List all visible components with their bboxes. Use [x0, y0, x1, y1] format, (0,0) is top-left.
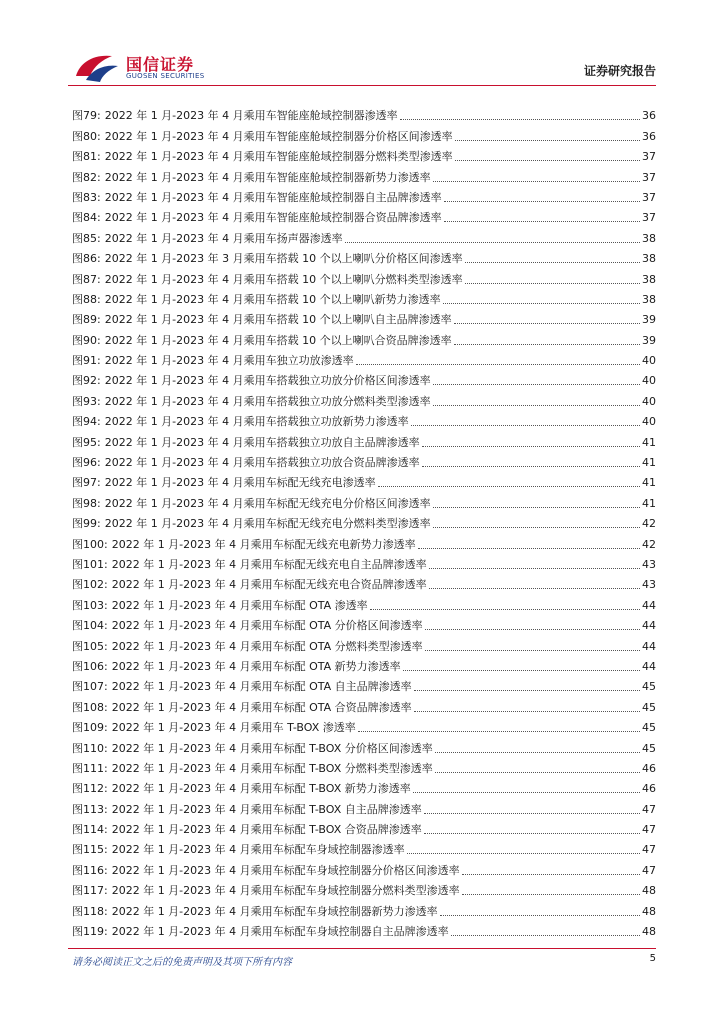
figure-title: 2022 年 1 月-2023 年 4 月乘用车标配车身域控制器新势力渗透率 — [111, 904, 438, 918]
toc-entry[interactable] — [72, 409, 656, 429]
toc-page-number: 37 — [642, 150, 656, 164]
figure-number: 图99: — [72, 517, 101, 531]
dot-leader — [455, 160, 640, 161]
toc-entry[interactable] — [72, 103, 656, 123]
figure-number: 图93: — [72, 394, 101, 408]
toc-entry[interactable] — [72, 327, 656, 347]
toc-page-number: 45 — [642, 721, 656, 735]
dot-leader — [429, 588, 640, 589]
toc-page-number: 47 — [642, 843, 656, 857]
report-type-label: 证券研究报告 — [583, 64, 656, 78]
figure-number: 图107: — [72, 680, 108, 694]
toc-page-number: 43 — [642, 578, 656, 592]
toc-entry[interactable] — [72, 735, 656, 755]
dot-leader — [465, 262, 640, 263]
dot-leader — [407, 853, 640, 854]
dot-leader — [345, 242, 640, 243]
guosen-logo-icon — [72, 50, 120, 84]
dot-leader — [403, 670, 640, 671]
toc-entry[interactable] — [72, 756, 656, 776]
figure-title: 2022 年 1 月-2023 年 4 月乘用车标配无线充电分燃料类型渗透率 — [104, 517, 431, 531]
figure-number: 图104: — [72, 619, 108, 633]
dot-leader — [425, 629, 640, 630]
toc-page-number: 38 — [642, 252, 656, 266]
toc-entry[interactable] — [72, 205, 656, 225]
toc-page-number: 40 — [642, 394, 656, 408]
toc-entry[interactable] — [72, 287, 656, 307]
figure-number: 图97: — [72, 476, 101, 490]
figure-number: 图106: — [72, 659, 108, 673]
dot-leader — [422, 466, 640, 467]
toc-page-number: 38 — [642, 231, 656, 245]
figure-number: 图96: — [72, 456, 101, 470]
disclaimer-link[interactable]: 请务必阅读正文之后的免责声明及其项下所有内容 — [72, 957, 292, 968]
figure-title: 2022 年 1 月-2023 年 4 月乘用车标配 OTA 渗透率 — [111, 598, 368, 612]
toc-entry[interactable] — [72, 633, 656, 653]
figure-title: 2022 年 1 月-2023 年 4 月乘用车标配 T-BOX 分价格区间渗透率 — [111, 741, 433, 755]
dot-leader — [444, 221, 640, 222]
figure-number: 图89: — [72, 313, 101, 327]
toc-entry[interactable] — [72, 511, 656, 531]
figure-title: 2022 年 1 月-2023 年 4 月乘用车标配 OTA 分价格区间渗透率 — [111, 619, 423, 633]
toc-entry[interactable] — [72, 552, 656, 572]
figure-number: 图109: — [72, 721, 108, 735]
logo-english-name: GUOSEN SECURITIES — [126, 72, 205, 80]
toc-entry[interactable] — [72, 348, 656, 368]
figure-number: 图100: — [72, 537, 108, 551]
dot-leader — [425, 650, 640, 651]
figure-title: 2022 年 1 月-2023 年 4 月乘用车 T-BOX 渗透率 — [111, 721, 356, 735]
figure-number: 图80: — [72, 129, 101, 143]
figure-title: 2022 年 1 月-2023 年 4 月乘用车搭载独立功放新势力渗透率 — [104, 415, 409, 429]
toc-page-number: 47 — [642, 863, 656, 877]
dot-leader — [440, 915, 640, 916]
figure-number: 图114: — [72, 823, 108, 837]
figure-number: 图82: — [72, 170, 101, 184]
toc-entry[interactable] — [72, 715, 656, 735]
toc-entry[interactable] — [72, 307, 656, 327]
figure-index-list — [72, 103, 656, 939]
page-header — [0, 0, 724, 90]
figure-title: 2022 年 1 月-2023 年 4 月乘用车智能座舱域控制器新势力渗透率 — [104, 170, 431, 184]
figure-number: 图84: — [72, 211, 101, 225]
toc-entry[interactable] — [72, 490, 656, 510]
toc-entry[interactable] — [72, 123, 656, 143]
figure-title: 2022 年 1 月-2023 年 4 月乘用车标配车身域控制器渗透率 — [111, 843, 405, 857]
dot-leader — [418, 548, 640, 549]
figure-number: 图119: — [72, 925, 108, 939]
toc-entry[interactable] — [72, 429, 656, 449]
figure-title: 2022 年 1 月-2023 年 4 月乘用车标配无线充电合资品牌渗透率 — [111, 578, 427, 592]
toc-page-number: 44 — [642, 659, 656, 673]
toc-page-number: 46 — [642, 782, 656, 796]
toc-page-number: 48 — [642, 925, 656, 939]
figure-number: 图90: — [72, 333, 101, 347]
dot-leader — [433, 405, 640, 406]
figure-title: 2022 年 1 月-2023 年 4 月乘用车搭载独立功放分燃料类型渗透率 — [104, 394, 431, 408]
toc-entry[interactable] — [72, 694, 656, 714]
toc-page-number: 41 — [642, 496, 656, 510]
figure-title: 2022 年 1 月-2023 年 4 月乘用车智能座舱域控制器分燃料类型渗透率 — [104, 150, 453, 164]
figure-number: 图79: — [72, 109, 101, 123]
dot-leader — [433, 507, 640, 508]
toc-entry[interactable] — [72, 246, 656, 266]
dot-leader — [451, 935, 640, 936]
toc-page-number: 45 — [642, 700, 656, 714]
figure-title: 2022 年 1 月-2023 年 4 月乘用车标配 T-BOX 自主品牌渗透率 — [111, 802, 422, 816]
toc-page-number: 44 — [642, 639, 656, 653]
dot-leader — [378, 486, 640, 487]
figure-number: 图87: — [72, 272, 101, 286]
figure-number: 图92: — [72, 374, 101, 388]
toc-entry[interactable] — [72, 368, 656, 388]
toc-page-number: 42 — [642, 537, 656, 551]
figure-number: 图118: — [72, 904, 108, 918]
figure-title: 2022 年 1 月-2023 年 4 月乘用车扬声器渗透率 — [104, 231, 343, 245]
dot-leader — [424, 833, 640, 834]
dot-leader — [433, 384, 640, 385]
toc-entry[interactable] — [72, 266, 656, 286]
toc-entry[interactable] — [72, 654, 656, 674]
figure-number: 图115: — [72, 843, 108, 857]
toc-entry[interactable] — [72, 857, 656, 877]
figure-title: 2022 年 1 月-2023 年 3 月乘用车搭载 10 个以上喇叭分价格区间渗透率 — [104, 252, 463, 266]
toc-page-number: 36 — [642, 109, 656, 123]
figure-title: 2022 年 1 月-2023 年 4 月乘用车搭载独立功放自主品牌渗透率 — [104, 435, 420, 449]
toc-page-number: 38 — [642, 272, 656, 286]
toc-entry[interactable] — [72, 185, 656, 205]
toc-entry[interactable] — [72, 450, 656, 470]
figure-number: 图103: — [72, 598, 108, 612]
toc-page-number: 44 — [642, 598, 656, 612]
dot-leader — [454, 344, 640, 345]
dot-leader — [358, 731, 640, 732]
toc-page-number: 44 — [642, 619, 656, 633]
toc-page-number: 41 — [642, 456, 656, 470]
dot-leader — [462, 894, 640, 895]
figure-title: 2022 年 1 月-2023 年 4 月乘用车标配 OTA 分燃料类型渗透率 — [111, 639, 423, 653]
figure-title: 2022 年 1 月-2023 年 4 月乘用车标配无线充电渗透率 — [104, 476, 376, 490]
toc-entry[interactable] — [72, 817, 656, 837]
figure-number: 图112: — [72, 782, 108, 796]
toc-entry[interactable] — [72, 572, 656, 592]
dot-leader — [370, 609, 640, 610]
dot-leader — [455, 140, 640, 141]
figure-title: 2022 年 1 月-2023 年 4 月乘用车标配 OTA 合资品牌渗透率 — [111, 700, 412, 714]
dot-leader — [444, 201, 640, 202]
figure-title: 2022 年 1 月-2023 年 4 月乘用车标配无线充电新势力渗透率 — [111, 537, 416, 551]
figure-title: 2022 年 1 月-2023 年 4 月乘用车标配 T-BOX 新势力渗透率 — [111, 782, 411, 796]
toc-entry[interactable] — [72, 613, 656, 633]
toc-entry[interactable] — [72, 919, 656, 939]
figure-number: 图98: — [72, 496, 101, 510]
toc-entry[interactable] — [72, 837, 656, 857]
logo-chinese-name: 国信证券 — [126, 55, 195, 74]
figure-title: 2022 年 1 月-2023 年 4 月乘用车智能座舱域控制器分价格区间渗透率 — [104, 129, 453, 143]
dot-leader — [433, 527, 640, 528]
toc-page-number: 41 — [642, 435, 656, 449]
figure-number: 图94: — [72, 415, 101, 429]
figure-number: 图85: — [72, 231, 101, 245]
dot-leader — [413, 792, 640, 793]
dot-leader — [454, 323, 640, 324]
figure-title: 2022 年 1 月-2023 年 4 月乘用车标配无线充电自主品牌渗透率 — [111, 557, 427, 571]
figure-number: 图102: — [72, 578, 108, 592]
toc-page-number: 48 — [642, 904, 656, 918]
figure-number: 图110: — [72, 741, 108, 755]
figure-title: 2022 年 1 月-2023 年 4 月乘用车标配 OTA 新势力渗透率 — [111, 659, 401, 673]
toc-page-number: 40 — [642, 374, 656, 388]
figure-number: 图91: — [72, 354, 101, 368]
figure-title: 2022 年 1 月-2023 年 4 月乘用车标配车身域控制器分燃料类型渗透率 — [111, 884, 460, 898]
toc-page-number: 41 — [642, 476, 656, 490]
toc-entry[interactable] — [72, 144, 656, 164]
toc-page-number: 39 — [642, 313, 656, 327]
toc-page-number: 46 — [642, 761, 656, 775]
toc-page-number: 37 — [642, 170, 656, 184]
toc-entry[interactable] — [72, 674, 656, 694]
dot-leader — [356, 364, 640, 365]
dot-leader — [435, 752, 640, 753]
toc-page-number: 37 — [642, 211, 656, 225]
dot-leader — [433, 181, 640, 182]
figure-title: 2022 年 1 月-2023 年 4 月乘用车搭载 10 个以上喇叭合资品牌渗透率 — [104, 333, 452, 347]
dot-leader — [411, 425, 640, 426]
figure-title: 2022 年 1 月-2023 年 4 月乘用车标配 OTA 自主品牌渗透率 — [111, 680, 412, 694]
toc-entry[interactable] — [72, 531, 656, 551]
figure-title: 2022 年 1 月-2023 年 4 月乘用车智能座舱域控制器渗透率 — [104, 109, 398, 123]
dot-leader — [414, 711, 640, 712]
toc-entry[interactable] — [72, 898, 656, 918]
toc-page-number: 37 — [642, 190, 656, 204]
figure-number: 图81: — [72, 150, 101, 164]
toc-page-number: 40 — [642, 354, 656, 368]
figure-number: 图101: — [72, 557, 108, 571]
dot-leader — [414, 690, 640, 691]
toc-page-number: 47 — [642, 823, 656, 837]
toc-page-number: 45 — [642, 741, 656, 755]
figure-title: 2022 年 1 月-2023 年 4 月乘用车独立功放渗透率 — [104, 354, 354, 368]
toc-page-number: 42 — [642, 517, 656, 531]
figure-title: 2022 年 1 月-2023 年 4 月乘用车标配 T-BOX 合资品牌渗透率 — [111, 823, 422, 837]
figure-title: 2022 年 1 月-2023 年 4 月乘用车搭载 10 个以上喇叭新势力渗透率 — [104, 292, 441, 306]
figure-number: 图95: — [72, 435, 101, 449]
figure-title: 2022 年 1 月-2023 年 4 月乘用车智能座舱域控制器自主品牌渗透率 — [104, 190, 442, 204]
toc-entry[interactable] — [72, 776, 656, 796]
toc-entry[interactable] — [72, 388, 656, 408]
dot-leader — [424, 813, 640, 814]
figure-title: 2022 年 1 月-2023 年 4 月乘用车搭载独立功放分价格区间渗透率 — [104, 374, 431, 388]
figure-number: 图116: — [72, 863, 108, 877]
figure-title: 2022 年 1 月-2023 年 4 月乘用车智能座舱域控制器合资品牌渗透率 — [104, 211, 442, 225]
figure-number: 图108: — [72, 700, 108, 714]
toc-page-number: 36 — [642, 129, 656, 143]
toc-page-number: 45 — [642, 680, 656, 694]
figure-number: 图86: — [72, 252, 101, 266]
dot-leader — [443, 303, 640, 304]
dot-leader — [465, 283, 640, 284]
toc-entry[interactable] — [72, 164, 656, 184]
page-number: 5 — [649, 953, 656, 964]
dot-leader — [400, 119, 640, 120]
toc-page-number: 43 — [642, 557, 656, 571]
figure-number: 图88: — [72, 292, 101, 306]
toc-entry[interactable] — [72, 225, 656, 245]
toc-entry[interactable] — [72, 592, 656, 612]
header-divider — [68, 85, 656, 86]
toc-entry[interactable] — [72, 470, 656, 490]
figure-number: 图111: — [72, 761, 108, 775]
toc-entry[interactable] — [72, 796, 656, 816]
figure-number: 图117: — [72, 884, 108, 898]
figure-number: 图113: — [72, 802, 108, 816]
figure-title: 2022 年 1 月-2023 年 4 月乘用车搭载独立功放合资品牌渗透率 — [104, 456, 420, 470]
toc-page-number: 47 — [642, 802, 656, 816]
figure-title: 2022 年 1 月-2023 年 4 月乘用车标配无线充电分价格区间渗透率 — [104, 496, 431, 510]
figure-title: 2022 年 1 月-2023 年 4 月乘用车标配车身域控制器分价格区间渗透率 — [111, 863, 460, 877]
figure-title: 2022 年 1 月-2023 年 4 月乘用车标配车身域控制器自主品牌渗透率 — [111, 925, 449, 939]
dot-leader — [429, 568, 640, 569]
toc-page-number: 48 — [642, 884, 656, 898]
figure-title: 2022 年 1 月-2023 年 4 月乘用车搭载 10 个以上喇叭自主品牌渗透率 — [104, 313, 452, 327]
dot-leader — [435, 772, 640, 773]
guosen-logo — [72, 50, 222, 86]
toc-page-number: 38 — [642, 292, 656, 306]
toc-page-number: 40 — [642, 415, 656, 429]
toc-page-number: 39 — [642, 333, 656, 347]
figure-title: 2022 年 1 月-2023 年 4 月乘用车搭载 10 个以上喇叭分燃料类型渗透率 — [104, 272, 463, 286]
dot-leader — [422, 446, 640, 447]
figure-number: 图105: — [72, 639, 108, 653]
footer-divider — [68, 948, 656, 949]
toc-entry[interactable] — [72, 878, 656, 898]
figure-title: 2022 年 1 月-2023 年 4 月乘用车标配 T-BOX 分燃料类型渗透率 — [111, 761, 433, 775]
dot-leader — [462, 874, 640, 875]
figure-number: 图83: — [72, 190, 101, 204]
